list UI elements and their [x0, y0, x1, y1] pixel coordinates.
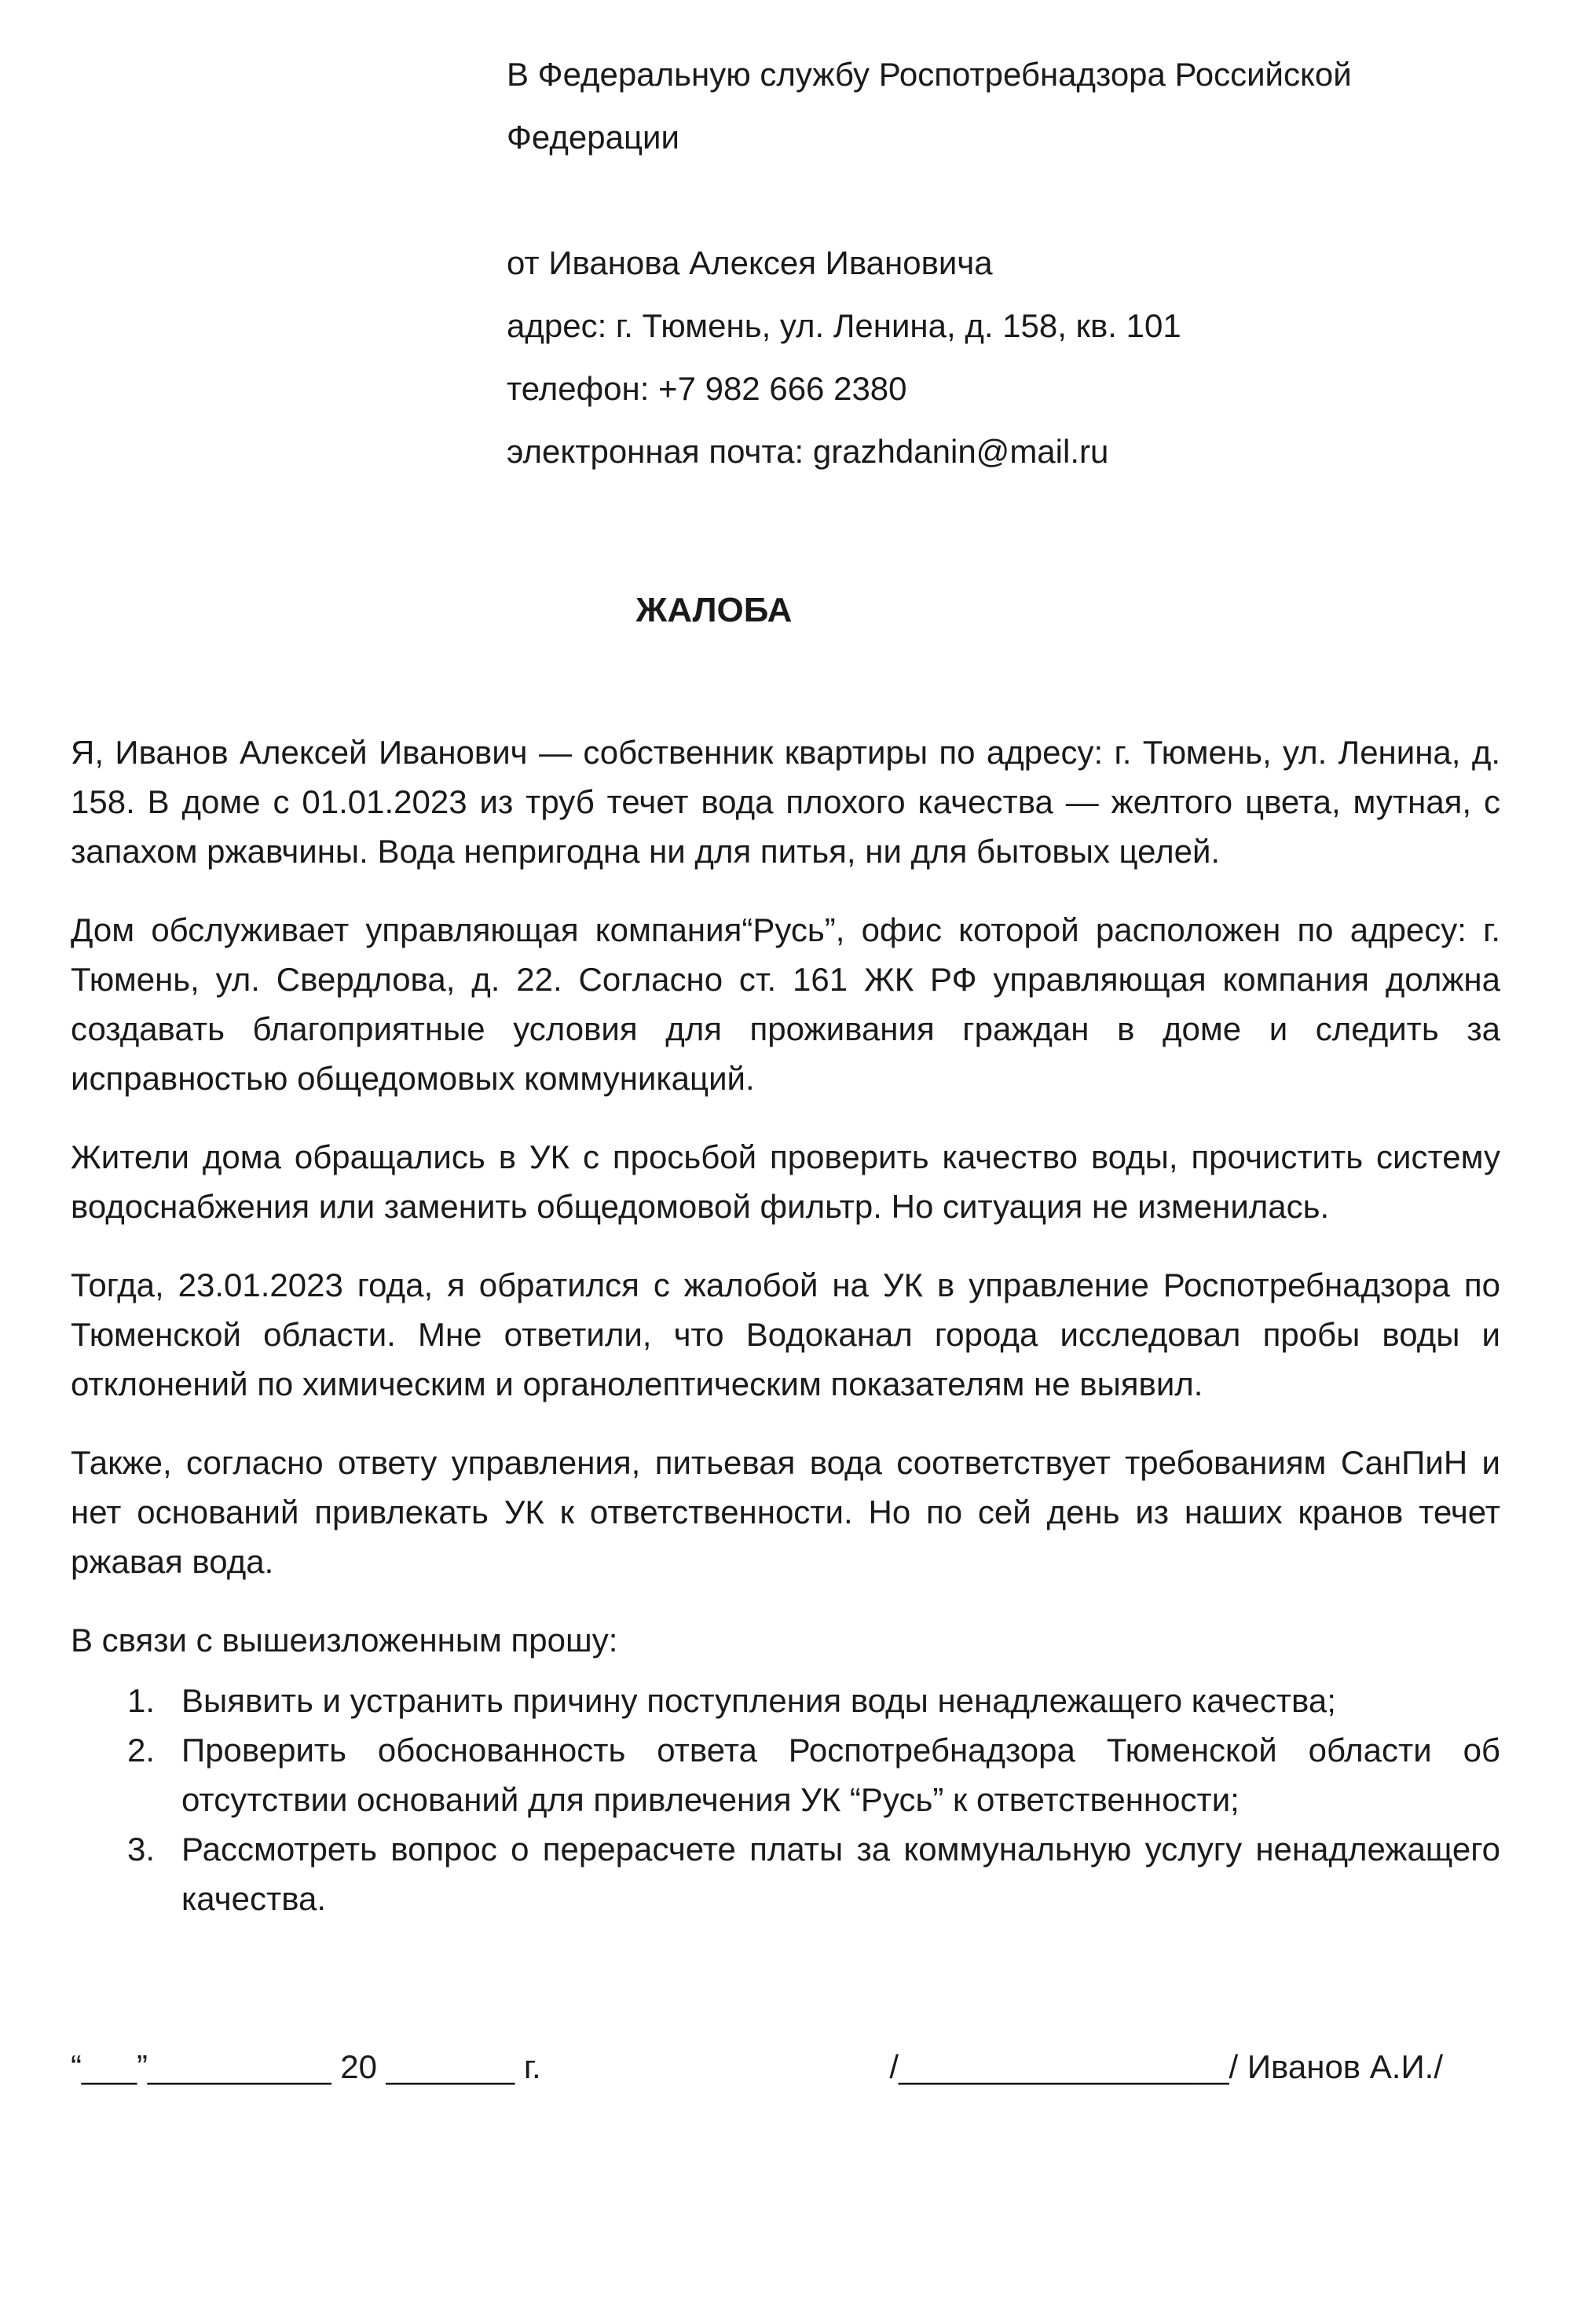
footer [71, 2042, 1500, 2091]
recipient-block [507, 43, 1500, 169]
date-blank-line: “___”__________ 20 _______ г. [71, 2048, 541, 2085]
demand-item [181, 1824, 1500, 1923]
demands-list [71, 1676, 1500, 1923]
document-title: ЖАЛОБА [635, 591, 793, 629]
sender-email-line: электронная почта: grazhdanin@mail.ru [507, 433, 1109, 470]
paragraph-sanpin: Также, согласно ответу управления, питьевая вода соответствует требованиям СанПиН и нет оснований привлекать УК к ответственности. Но по сей день из наших кранов течет ржавая вода. [71, 1444, 1500, 1580]
paragraph-management-company: Дом обслуживает управляющая компания“Русь”, офис которой расположен по адресу: г. Тюмень, ул. Свердлова, д. 22. Согласно ст. 161 ЖК РФ управляющая компания должна создавать благоприятные условия для проживания граждан в доме и следить за исправностью общедомовых коммуникаций. [71, 911, 1500, 1097]
demand-text: Рассмотреть вопрос о перерасчете платы за коммунальную услугу ненадлежащего качества. [181, 1831, 1500, 1917]
sender-block [507, 232, 1500, 483]
demand-item [181, 1725, 1500, 1824]
paragraph-lead-in: В связи с вышеизложенным прошу: [71, 1622, 618, 1659]
demand-text: Проверить обоснованность ответа Роспотребнадзора Тюменской области об отсутствии оснований для привлечения УК “Русь” к ответственности; [181, 1732, 1500, 1818]
paragraph-intro: Я, Иванов Алексей Иванович — собственник квартиры по адресу: г. Тюмень, ул. Ленина, д. 158. В доме с 01.01.2023 из труб течет вода плохого качества — желтого цвета, мутная, с запахом ржавчины. Вода непригодна ни для питья, ни для бытовых целей. [71, 734, 1500, 870]
sender-name-line: от Иванова Алексея Ивановича [507, 244, 993, 281]
paragraph-rospotrebnadzor-reply: Тогда, 23.01.2023 года, я обратился с жалобой на УК в управление Роспотребнадзора по Тюменской области. Мне ответили, что Водоканал города исследовал пробы воды и отклонений по химическим и органолептическим показателям не выявил. [71, 1266, 1500, 1402]
demand-text: Выявить и устранить причину поступления воды ненадлежащего качества; [181, 1682, 1336, 1719]
demand-item [181, 1676, 1500, 1725]
sender-phone-line: телефон: +7 982 666 2380 [507, 370, 907, 407]
signature-blank-line: /__________________/ Иванов А.И./ [889, 2048, 1443, 2085]
recipient-line: Федерации [507, 119, 679, 156]
paragraph-residents-appeal: Жители дома обращались в УК с просьбой проверить качество воды, прочистить систему водоснабжения или заменить общедомовой фильтр. Но ситуация не изменилась. [71, 1138, 1500, 1225]
sender-address-line: адрес: г. Тюмень, ул. Ленина, д. 158, кв. 101 [507, 307, 1181, 344]
recipient-line: В Федеральную службу Роспотребнадзора Российской [507, 56, 1352, 93]
